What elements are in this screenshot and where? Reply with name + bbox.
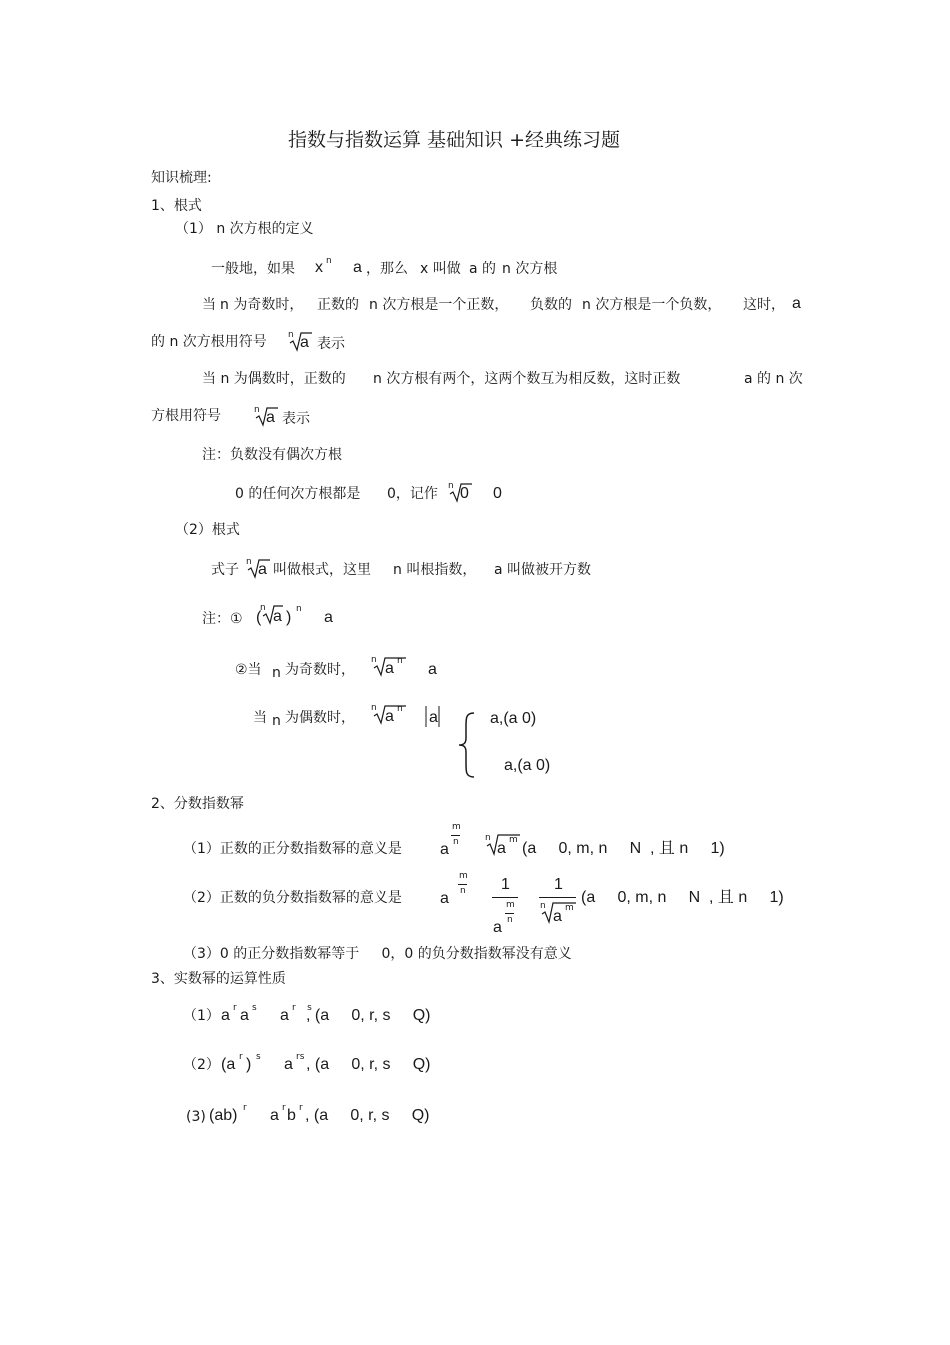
- note-1-open-paren: (: [256, 609, 262, 626]
- note-2-value: a: [428, 661, 437, 678]
- note-3-radical-index: n: [371, 703, 377, 713]
- frac-item-2-fraction-bar: [458, 884, 467, 885]
- odd-text-e: n 次方根是一个负数，: [582, 297, 722, 313]
- even-text-a: 当 n 为偶数时，正数的: [202, 371, 346, 387]
- definition-text-a: 一般地，如果: [211, 261, 295, 277]
- frac-item-1-fraction-bar: [451, 835, 460, 836]
- even-line2: 方根用符号: [151, 408, 221, 424]
- frac-item-2-den-m: m: [506, 900, 515, 910]
- rule-1-result-exp: r s: [292, 1003, 312, 1013]
- odd-text-a-var: a: [792, 295, 801, 312]
- frac-item-2-den2-exp: m: [565, 903, 574, 913]
- frac-item-1-radicand: a: [497, 840, 506, 857]
- note-1-exponent: n: [296, 604, 302, 614]
- zero-value: 0: [493, 485, 502, 502]
- radical-def-radicand: a: [258, 561, 267, 578]
- rule-3-conditions: , (a 0, r, s Q): [305, 1107, 430, 1124]
- intro-label: 知识梳理:: [151, 170, 212, 186]
- note-1-label: 注：①: [202, 611, 243, 627]
- note-3-abs-value: a: [429, 709, 438, 726]
- definition-a: a: [353, 259, 362, 276]
- rule-2-result: a: [284, 1056, 293, 1073]
- odd-text-f: 这时，: [743, 297, 785, 313]
- rule-1-a: a: [221, 1007, 230, 1024]
- definition-text-b: ，那么: [366, 261, 408, 277]
- note-3-n: n: [272, 713, 281, 729]
- rule-3-a: a: [270, 1107, 279, 1124]
- note-1-radicand: a: [273, 608, 282, 625]
- rule-3-label: (3): [186, 1109, 206, 1125]
- rule-2-r: r: [239, 1052, 243, 1062]
- rule-2-conditions: , (a 0, r, s Q): [306, 1056, 431, 1073]
- even-text-b: n 次方根有两个，这两个数互为相反数，这时正数: [373, 371, 681, 387]
- rule-1-r: r: [233, 1003, 237, 1013]
- frac-item-2-den2-radicand: a: [553, 908, 562, 925]
- rule-1-label: （1）: [183, 1008, 220, 1024]
- note-1-radical-index: n: [260, 603, 266, 613]
- note-3-base: a: [385, 708, 394, 725]
- frac-item-1-label: （1）正数的正分数指数幂的意义是: [183, 841, 402, 857]
- note-3-label: 当: [253, 710, 267, 726]
- rule-2-lhs: (a: [221, 1056, 236, 1073]
- note-2-radical-index: n: [371, 655, 377, 665]
- zero-radical-radicand: 0: [460, 485, 469, 502]
- frac-item-2-n: n: [460, 886, 466, 896]
- left-brace-icon: [456, 712, 476, 778]
- note-2-n: n: [272, 665, 281, 681]
- case-1: a,(a 0): [490, 710, 537, 727]
- frac-item-2-main-bar-1: [492, 897, 518, 898]
- rule-1-a2: a: [240, 1007, 249, 1024]
- rule-3-r: r: [243, 1103, 247, 1113]
- frac-item-1-base: a: [440, 841, 449, 858]
- odd-text-d: 负数的: [530, 297, 572, 313]
- frac-item-2-label: （2）正数的负分数指数幂的意义是: [183, 890, 402, 906]
- even-text-c: a 的 n 次: [744, 371, 803, 387]
- frac-item-2-m: m: [459, 871, 468, 881]
- frac-item-2-conditions: (a 0, m, n N , 且 n 1): [581, 889, 784, 906]
- note-3-text: 为偶数时，: [285, 710, 355, 726]
- note-2-exponent: n: [397, 656, 403, 666]
- note-1-value: a: [324, 609, 333, 626]
- frac-item-1-m: m: [452, 822, 461, 832]
- definition-text-e: n 次方根: [502, 261, 558, 277]
- frac-item-2-main-bar-2: [539, 897, 576, 898]
- radical-def-index: n: [246, 557, 252, 567]
- radical-def-b: 叫做根式，这里: [273, 562, 371, 578]
- frac-item-1-radicand-exp: m: [509, 835, 518, 845]
- rule-1-conditions: , (a 0, r, s Q): [306, 1007, 431, 1024]
- rule-2-close: ): [246, 1056, 252, 1073]
- definition-text-c: x 叫做: [420, 261, 461, 277]
- zero-radical-index: n: [448, 481, 454, 491]
- even-line2-end: 表示: [282, 411, 310, 427]
- frac-item-2-den-base: a: [493, 919, 502, 936]
- note-2-label: ②当: [235, 662, 262, 678]
- rule-1-s: s: [252, 1003, 257, 1013]
- odd-text-n: n 为奇数时，: [220, 297, 304, 313]
- definition-text-d: a 的: [469, 261, 497, 277]
- frac-item-1-n: n: [453, 837, 459, 847]
- rule-3-b-exp: r: [299, 1103, 303, 1113]
- zero-text-b: 0，记作: [387, 486, 438, 502]
- odd-radical-radicand: a: [300, 334, 309, 351]
- case-2: a,(a 0): [504, 757, 551, 774]
- radical-def-a: 式子: [211, 562, 239, 578]
- odd-text-a: 当: [202, 297, 216, 313]
- frac-item-2-base: a: [440, 890, 449, 907]
- rule-2-s: s: [256, 1052, 261, 1062]
- odd-line2-end: 表示: [317, 336, 345, 352]
- odd-radical-index: n: [288, 330, 294, 340]
- frac-item-2-den-n: n: [507, 915, 513, 925]
- note-2-text: 为奇数时，: [285, 662, 355, 678]
- even-radical-index: n: [254, 405, 260, 415]
- rule-3-lhs: (ab): [209, 1107, 238, 1124]
- radical-def-c: n 叫根指数，: [393, 562, 477, 578]
- section-1-2-heading: （2）根式: [175, 522, 240, 538]
- note-2-base: a: [385, 660, 394, 677]
- radical-def-d: a 叫做被开方数: [494, 562, 592, 578]
- rule-2-result-exp: rs: [296, 1052, 305, 1062]
- frac-item-1-radical-index: n: [485, 833, 491, 843]
- section-1-1-heading: （1） n 次方根的定义: [175, 221, 314, 237]
- frac-item-3: （3）0 的正分数指数幂等于 0，0 的负分数指数幂没有意义: [183, 946, 572, 962]
- definition-x: x: [315, 259, 323, 276]
- section-1-heading: 1、根式: [151, 198, 202, 214]
- odd-line2: 的 n 次方根用符号: [151, 334, 267, 350]
- rule-2-label: （2）: [183, 1057, 220, 1073]
- definition-exponent-n: n: [326, 256, 332, 266]
- frac-item-2-den-fraction-bar: [505, 913, 514, 914]
- odd-text-b: 正数的: [317, 297, 359, 313]
- rule-3-a-exp: r: [282, 1103, 286, 1113]
- frac-item-2-numerator-2: 1: [554, 876, 563, 893]
- rule-1-result: a: [280, 1007, 289, 1024]
- zero-text-a: 0 的任何次方根都是: [235, 486, 361, 502]
- even-radical-radicand: a: [266, 409, 275, 426]
- section-3-heading: 3、实数幂的运算性质: [151, 971, 286, 987]
- frac-item-2-radical-index: n: [540, 901, 546, 911]
- note-3-exponent: n: [397, 704, 403, 714]
- section-2-heading: 2、分数指数幂: [151, 796, 244, 812]
- note-negative: 注：负数没有偶次方根: [202, 447, 342, 463]
- frac-item-1-conditions: (a 0, m, n N , 且 n 1): [522, 840, 725, 857]
- frac-item-2-numerator-1: 1: [501, 876, 510, 893]
- rule-3-b: b: [287, 1107, 296, 1124]
- note-1-close-paren: ): [286, 609, 292, 626]
- odd-text-c: n 次方根是一个正数，: [369, 297, 509, 313]
- page-title: 指数与指数运算 基础知识 +经典练习题: [288, 129, 620, 151]
